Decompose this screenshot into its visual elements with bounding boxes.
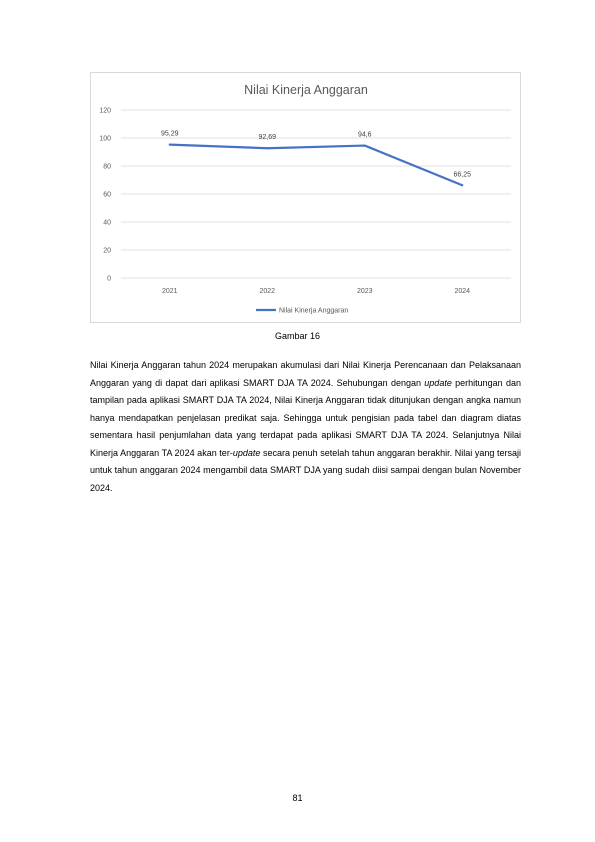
paragraph-emphasis-1: update bbox=[424, 377, 452, 388]
series-line bbox=[170, 145, 463, 186]
y-tick-label: 40 bbox=[103, 219, 111, 227]
chart-container bbox=[90, 72, 521, 323]
line-chart bbox=[91, 73, 522, 324]
legend-label: Nilai Kinerja Anggaran bbox=[279, 307, 349, 315]
paragraph-text-2: perhitungan dan tampilan pada aplikasi SMART DJA TA 2024, Nilai Kinerja Anggaran tidak ditunjukan dengan angka namun hanya mendapatkan penjelasan predikat saja. Sehingga untuk pengisian pada tabel dan diagram diatas sementara hasil penjumlahan data yang terdapat pada aplikasi SMART DJA TA 2024. Selanjutnya Nilai Kinerja Anggaran TA 2024 akan ter- bbox=[90, 377, 522, 458]
y-tick-label: 60 bbox=[103, 191, 111, 199]
page-number: 81 bbox=[292, 793, 303, 803]
data-label: 94,6 bbox=[357, 131, 372, 139]
x-tick-label: 2023 bbox=[356, 288, 373, 295]
data-label: 95,29 bbox=[160, 130, 179, 138]
y-tick-label: 120 bbox=[99, 107, 111, 115]
data-label: 66,25 bbox=[453, 171, 472, 179]
paragraph-emphasis-2: update bbox=[232, 447, 261, 458]
paragraph-text-3: secara penuh setelah tahun anggaran berakhir. Nilai yang tersaji untuk tahun anggaran 2024 mengambil data SMART DJA yang sudah diisi sampai dengan bulan November 2024. bbox=[90, 447, 521, 493]
y-tick-label: 20 bbox=[103, 247, 111, 255]
chart-title: Nilai Kinerja Anggaran bbox=[244, 83, 368, 97]
body-paragraph bbox=[90, 357, 521, 497]
paragraph-text-1: Nilai Kinerja Anggaran tahun 2024 merupakan akumulasi dari Nilai Kinerja Perencanaan dan Pelaksanaan Anggaran yang di dapat dari aplikasi SMART DJA TA 2024. Sehubungan dengan bbox=[90, 360, 521, 388]
y-tick-label: 0 bbox=[107, 275, 111, 283]
figure-caption: Gambar 16 bbox=[274, 331, 321, 341]
x-tick-label: 2022 bbox=[259, 288, 276, 295]
y-tick-label: 80 bbox=[103, 163, 111, 171]
x-tick-label: 2024 bbox=[454, 288, 471, 295]
data-label: 92,69 bbox=[258, 134, 277, 142]
x-tick-label: 2021 bbox=[161, 288, 178, 295]
y-tick-label: 100 bbox=[99, 135, 111, 143]
